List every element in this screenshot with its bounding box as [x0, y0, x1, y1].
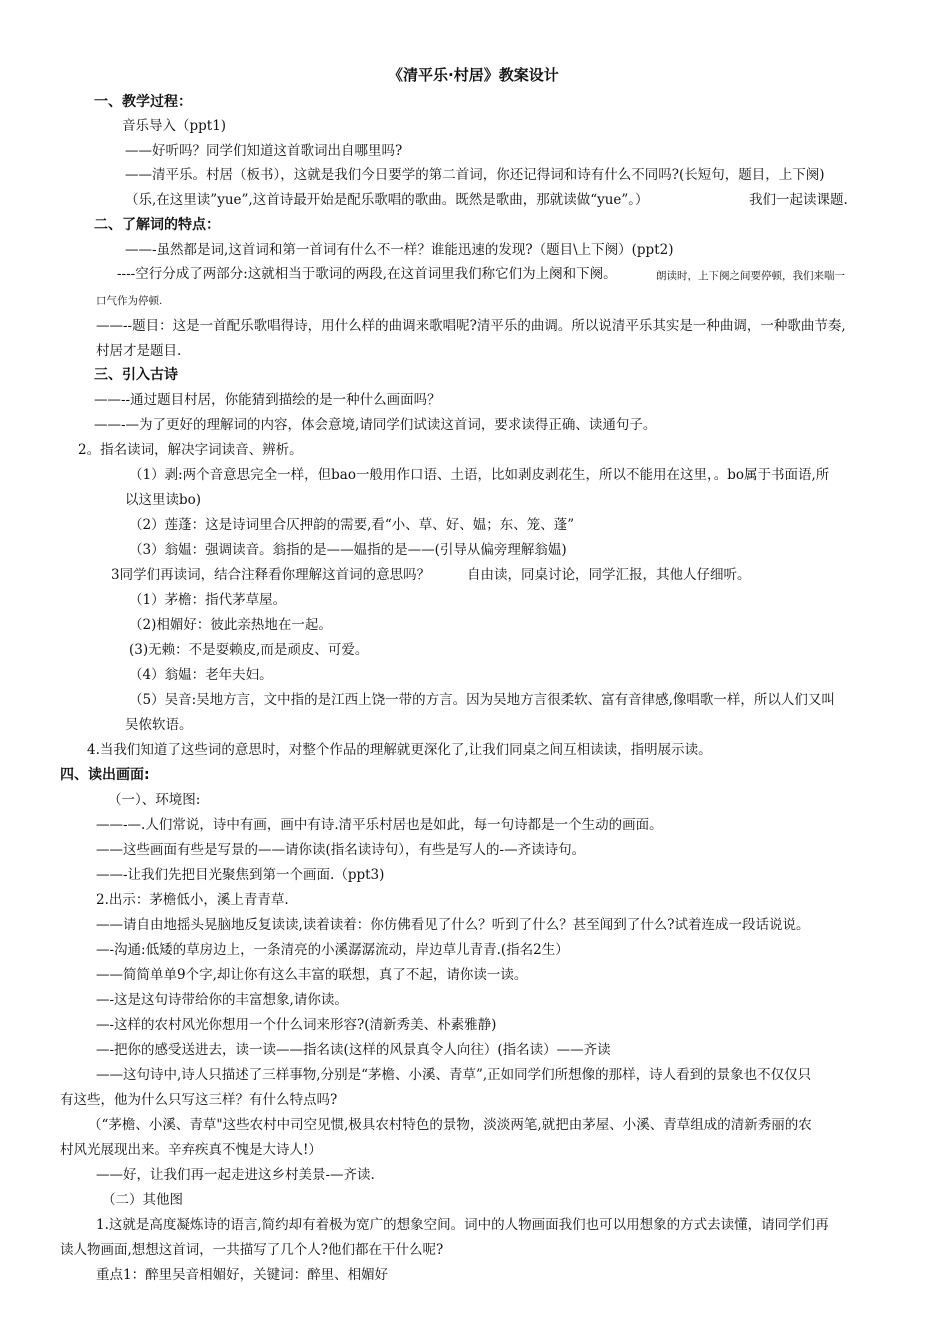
paragraph-line: （2)相媚好：彼此亲热地在一起。	[129, 617, 332, 633]
paragraph-line: 有这些，他为什么只写这三样？有什么特点吗?	[60, 1092, 338, 1108]
paragraph-line: （1）剥:两个音意思完全一样，但bao一般用作口语、土语，比如剥皮剥花生，所以不能用在这里，。bo属于书面语,所	[129, 467, 830, 483]
section-heading: 四、读出画面:	[60, 767, 150, 783]
paragraph-line: —-这是这句诗带给你的丰富想象,请你读。	[96, 992, 348, 1008]
section-heading: 二、了解词的特点：	[94, 217, 220, 233]
paragraph-line: （乐,在这里读”yue”,这首诗最开始是配乐歌唱的歌曲。既然是歌曲，那就读做“yue”。）	[125, 192, 649, 208]
paragraph-line: 读人物画面,想想这首词，一共描写了几个人?他们都在干什么呢?	[60, 1242, 444, 1258]
paragraph-line: ——--通过题目村居，你能猜到描绘的是一种什么画面吗？	[94, 392, 441, 408]
paragraph-line: ——请自由地摇头晃脑地反复读读,读着读着：你仿佛看见了什么？听到了什么？甚至闻到了什么?试着连成一段话说说。	[96, 917, 810, 933]
paragraph-line: ——-虽然都是词,这首词和第一首词有什么不一样？谁能迅速的发现?（题目\上下阕）(ppt2)	[125, 242, 674, 258]
paragraph-note: 口气作为停顿.	[96, 295, 163, 307]
paragraph-line: —-这样的农村风光你想用一个什么词来形容?(清新秀美、朴素雅静)	[96, 1017, 497, 1033]
paragraph-line: ——这些画面有些是写景的——请你读(指名读诗句），有些是写人的-—齐读诗句。	[96, 842, 586, 858]
paragraph-line: 村居才是题目.	[96, 343, 182, 359]
paragraph-line: 重点1：醉里吴音相媚好，关键词：醉里、相媚好	[96, 1267, 389, 1283]
paragraph-line: 3同学们再读词，结合注释看你理解这首词的意思吗？	[111, 567, 431, 583]
paragraph-line: （1）茅檐：指代茅草屋。	[129, 592, 287, 608]
paragraph-line: ——简简单单9个字,却让你有这么丰富的联想，真了不起，请你读一读。	[96, 967, 528, 983]
paragraph-line: （5）吴音:吴地方言，文中指的是江西上饶一带的方言。因为吴地方言很柔软、富有音律感,像唱歌一样，所以人们又叫	[129, 692, 835, 708]
paragraph-line: 我们一起读课题.	[749, 192, 848, 208]
paragraph-line: 吴侬软语。	[125, 717, 193, 733]
paragraph-line: 音乐导入（ppt1)	[122, 118, 227, 134]
section-heading: 一、教学过程：	[94, 94, 192, 110]
paragraph-line: （3）翁媪：强调读音。翁指的是——媪指的是——(引导从偏旁理解翁媪)	[129, 542, 567, 558]
paragraph-line: 4.当我们知道了这些词的意思时，对整个作品的理解就更深化了,让我们同桌之间互相读读，指明展示读。	[87, 742, 712, 758]
paragraph-line: ——好，让我们再一起走进这乡村美景-—齐读.	[96, 1167, 375, 1183]
paragraph-line: 村风光展现出来。辛弃疾真不愧是大诗人!）	[60, 1142, 322, 1158]
paragraph-line: ——这句诗中,诗人只描述了三样事物,分别是“茅檐、小溪、青草”,正如同学们所想像的那样，诗人看到的景象也不仅仅只	[96, 1067, 812, 1083]
paragraph-line: （一）、环境图:	[108, 792, 201, 808]
paragraph-line: （2）莲蓬：这是诗词里合仄押韵的需要,看“小、草、好、媪；东、笼、蓬”	[129, 517, 575, 533]
paragraph-line: (3)无赖：不是耍赖皮,而是顽皮、可爱。	[129, 642, 369, 658]
paragraph-line: —-把你的感受送进去，读一读——指名读(这样的风景真令人向往）(指名读）——齐读	[96, 1042, 611, 1058]
paragraph-line: （二）其他图	[102, 1192, 183, 1208]
paragraph-line: 1.这就是高度凝炼诗的语言,简约却有着极为宽广的想象空间。词中的人物画面我们也可以用想象的方式去读懂，请同学们再	[96, 1217, 829, 1233]
paragraph-line: —-沟通:低矮的草房边上，一条清亮的小溪潺潺流动，岸边草儿青青.(指名2生）	[96, 942, 569, 958]
paragraph-line: ——--题目：这是一首配乐歌唱得诗，用什么样的曲调来歌唱呢?清平乐的曲调。所以说清平乐其实是一种曲调，一种歌曲节奏,	[96, 318, 846, 334]
paragraph-line: 2.出示：茅檐低小，溪上青青草.	[96, 892, 289, 908]
paragraph-line: ——清平乐。村居（板书），这就是我们今日要学的第二首词，你还记得词和诗有什么不同吗?(长短句，题目，上下阕)	[125, 167, 825, 183]
paragraph-line: （“茅檐、小溪、青草"这些农村中司空见惯,极具农村特色的景物，淡淡两笔,就把由茅屋、小溪、青草组成的清新秀丽的农	[88, 1117, 812, 1133]
paragraph-line: ——-—.人们常说，诗中有画，画中有诗.清平乐村居也是如此，每一句诗都是一个生动的画面。	[96, 817, 663, 833]
document-title: 《清平乐·村居》教案设计	[388, 66, 559, 84]
paragraph-line: ——好听吗？同学们知道这首歌词出自哪里吗?	[125, 143, 403, 159]
paragraph-line: 以这里读bo)	[125, 492, 202, 508]
paragraph-line: ——-让我们先把目光聚焦到第一个画面.（ppt3)	[96, 867, 385, 883]
paragraph-line: 自由读，同桌讨论，同学汇报，其他人仔细听。	[467, 567, 751, 583]
paragraph-line: ----空行分成了两部分:这就相当于歌词的两段,在这首词里我们称它们为上阕和下阕。	[117, 266, 617, 282]
paragraph-line: （4）翁媪：老年夫妇。	[129, 667, 273, 683]
section-heading: 三、引入古诗	[94, 367, 178, 383]
paragraph-note: 朗读时，上下阕之间要停顿，我们来喘一	[656, 270, 845, 282]
paragraph-line: 2。指名读词，解决字词读音、辨析。	[78, 442, 303, 458]
paragraph-line: ——-—为了更好的理解词的内容，体会意境,请同学们试读这首词，要求读得正确、读通句子。	[94, 417, 657, 433]
